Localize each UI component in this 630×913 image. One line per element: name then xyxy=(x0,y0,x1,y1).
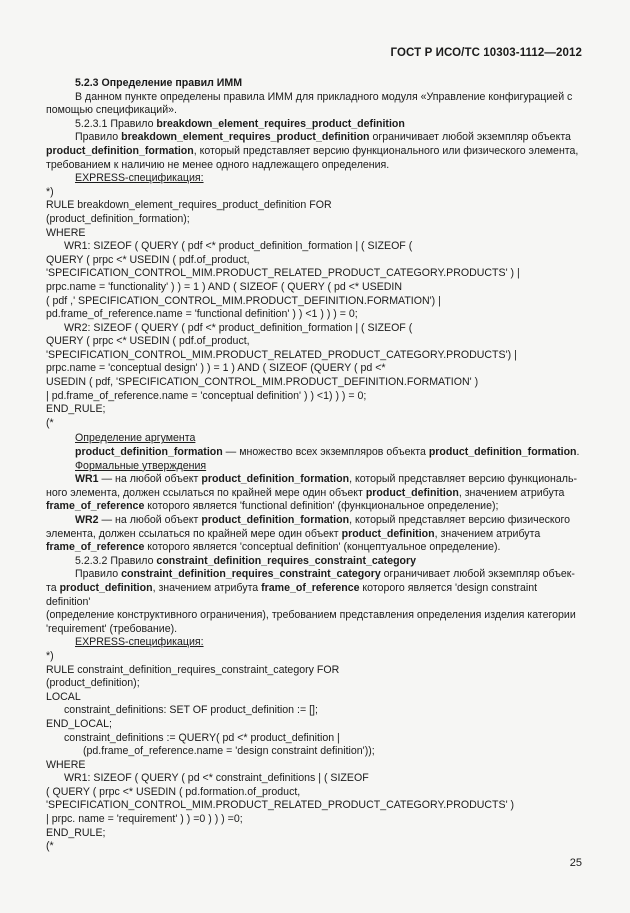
argument-label: Определение аргумента xyxy=(75,432,196,445)
rule2-desc-4: 'requirement' (требование). xyxy=(46,622,178,635)
standard-header: ГОСТ Р ИСО/ТС 10303-1112—2012 xyxy=(390,47,582,59)
code-line: RULE breakdown_element_requires_product_definition FOR xyxy=(46,199,332,212)
code-line: | pd.frame_of_reference.name = 'conceptual definition' ) ) <1) ) ) = 0; xyxy=(46,389,367,402)
rule1-clause: 5.2.3.1 Правило breakdown_element_requires_product_definition xyxy=(75,117,405,130)
code-line: ( QUERY ( prpc <* USEDIN ( pd.formation.of_product, xyxy=(46,785,301,798)
rule2-desc-1: Правило constraint_definition_requires_constraint_category ограничивает любой экземпляр объек- xyxy=(75,568,575,581)
code-line: *) xyxy=(46,185,54,198)
intro-line-1: В данном пункте определены правила ИММ для прикладного модуля «Управление конфигурацией с xyxy=(75,90,573,103)
wr1-line-2: ного элемента, должен ссылаться по крайней мере один объект product_definition, значением атрибута xyxy=(46,486,565,499)
code-line: WR2: SIZEOF ( QUERY ( pdf <* product_definition_formation | ( SIZEOF ( xyxy=(64,321,413,334)
code-line: WHERE xyxy=(46,758,86,771)
code-line: | prpc. name = 'requirement' ) ) =0 ) ) ) =0; xyxy=(46,813,243,826)
rule2-clause: 5.2.3.2 Правило constraint_definition_requires_constraint_category xyxy=(75,554,417,567)
code-line: RULE constraint_definition_requires_constraint_category FOR xyxy=(46,663,340,676)
wr2-line-1: WR2 — на любой объект product_definition_formation, который представляет версию физического xyxy=(75,514,571,526)
code-line: WR1: SIZEOF ( QUERY ( pd <* constraint_definitions | ( SIZEOF xyxy=(64,772,369,785)
rule2-desc-3: (определение конструктивного ограничения), требованием представления определения изделия категории xyxy=(46,609,576,622)
intro-line-2: помощью спецификаций». xyxy=(46,104,177,117)
page-number: 25 xyxy=(569,857,582,869)
wr1-line-3: frame_of_reference которого является 'functional definition' (функциональное определение); xyxy=(46,500,499,513)
code-line: LOCAL xyxy=(46,690,81,703)
rule2-express-label: EXPRESS-спецификация: xyxy=(75,636,204,649)
wr2-line-2: элемента, должен ссылаться по крайней мере один объект product_definition, значением атрибута xyxy=(46,527,541,540)
rule1-desc-2: product_definition_formation, который представляет версию функционального или физического элемента, xyxy=(46,144,579,157)
code-line: QUERY ( prpc <* USEDIN ( pdf.of_product, xyxy=(46,335,250,348)
rule2-desc-2: та product_definition, значением атрибута frame_of_reference которого является 'design constraint definition' xyxy=(46,581,538,608)
code-line: WHERE xyxy=(46,226,86,239)
code-line: (* xyxy=(46,840,54,853)
code-line: END_LOCAL; xyxy=(46,717,112,730)
code-line: (* xyxy=(46,416,54,429)
section-title: 5.2.3 Определение правил ИММ xyxy=(75,77,243,89)
argument-definition: product_definition_formation — множество всех экземпляров объекта product_definition_formation. xyxy=(75,446,580,459)
code-line: constraint_definitions := QUERY( pd <* product_definition | xyxy=(64,731,340,744)
code-line: prpc.name = 'functionality' ) ) = 1 ) AND ( SIZEOF ( QUERY ( pd <* USEDIN xyxy=(46,280,403,293)
code-line: pd.frame_of_reference.name = 'functional definition' ) ) <1 ) ) ) = 0; xyxy=(46,308,358,321)
rule1-desc-3: требованием к наличию не менее одного надлежащего определения. xyxy=(46,158,390,171)
rule1-express-label: EXPRESS-спецификация: xyxy=(75,172,204,185)
code-line: 'SPECIFICATION_CONTROL_MIM.PRODUCT_RELATED_PRODUCT_CATEGORY.PRODUCTS') | xyxy=(46,348,517,361)
rule1-name: breakdown_element_requires_product_definition xyxy=(156,117,405,130)
code-line: USEDIN ( pdf, 'SPECIFICATION_CONTROL_MIM.PRODUCT_DEFINITION.FORMATION' ) xyxy=(46,376,479,389)
code-line: (product_definition); xyxy=(46,677,140,690)
rule1-desc-1: Правило breakdown_element_requires_product_definition ограничивает любой экземпляр объекта xyxy=(75,131,571,144)
code-line: *) xyxy=(46,649,54,662)
wr1-line-1: WR1 — на любой объект product_definition_formation, который представляет версию функциональ- xyxy=(75,473,578,486)
code-line: (product_definition_formation); xyxy=(46,212,190,225)
code-line: constraint_definitions: SET OF product_definition := []; xyxy=(64,704,318,717)
page-content xyxy=(46,77,584,854)
code-line: prpc.name = 'conceptual design' ) ) = 1 ) AND ( SIZEOF (QUERY ( pd <* xyxy=(46,362,386,375)
formal-statements-label: Формальные утверждения xyxy=(75,459,207,472)
code-line: END_RULE; xyxy=(46,826,106,839)
code-line: QUERY ( prpc <* USEDIN ( pdf.of_product, xyxy=(46,253,250,266)
code-line: END_RULE; xyxy=(46,403,106,416)
code-line: ( pdf ,' SPECIFICATION_CONTROL_MIM.PRODUCT_DEFINITION.FORMATION') | xyxy=(46,294,441,307)
wr2-line-3: frame_of_reference которого является 'conceptual definition' (концептуальное определение). xyxy=(46,541,501,554)
code-line: 'SPECIFICATION_CONTROL_MIM.PRODUCT_RELATED_PRODUCT_CATEGORY.PRODUCTS' ) | xyxy=(46,267,520,280)
rule2-name: constraint_definition_requires_constraint_category xyxy=(156,554,417,567)
code-line: WR1: SIZEOF ( QUERY ( pdf <* product_definition_formation | ( SIZEOF ( xyxy=(64,240,413,253)
code-line: (pd.frame_of_reference.name = 'design constraint definition')); xyxy=(83,745,375,758)
code-line: 'SPECIFICATION_CONTROL_MIM.PRODUCT_RELATED_PRODUCT_CATEGORY.PRODUCTS' ) xyxy=(46,799,515,812)
